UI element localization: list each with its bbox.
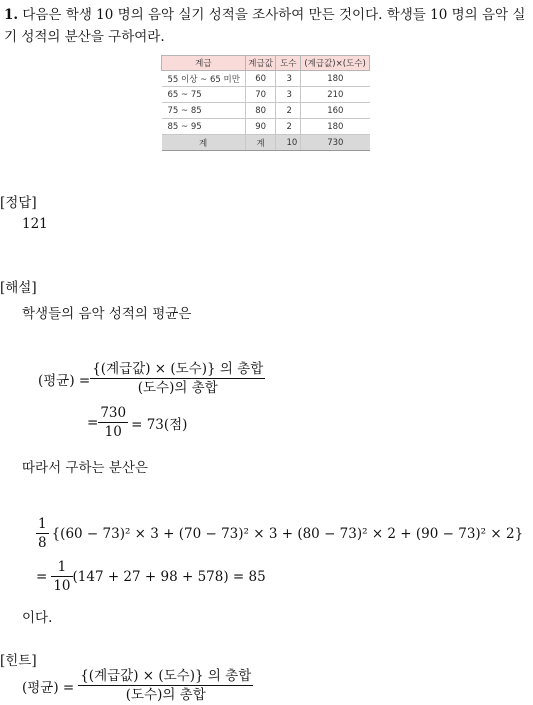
mean-eq-prefix: =: [87, 414, 99, 431]
variance-coef-numerator: 1: [38, 516, 47, 532]
hint-lhs: (평균) =: [22, 679, 75, 696]
mean-value-denominator: 10: [104, 424, 122, 440]
mean-result: [87, 404, 187, 441]
table-row: [162, 119, 370, 135]
table-header: (계급값)×(도수): [301, 56, 370, 71]
table-cell: 계: [162, 135, 246, 151]
explanation-intro: 학생들의 음악 성적의 평균은: [22, 306, 192, 322]
table-cell: 70: [245, 87, 276, 103]
table-cell: 55 이상 ~ 65 미만: [162, 71, 246, 87]
hint-numerator: {(계급값) × (도수)} 의 총합: [80, 668, 252, 684]
variance-intro: 따라서 구하는 분산은: [22, 460, 148, 476]
variance-result: [36, 558, 266, 595]
problem-number: 1.: [4, 7, 19, 23]
table-cell: 계: [245, 135, 276, 151]
variance-eq-prefix: =: [36, 568, 48, 585]
table-cell: 730: [301, 135, 370, 151]
table-cell: 160: [301, 103, 370, 119]
mean-formula: [38, 360, 265, 397]
variance-result-expression: (147 + 27 + 98 + 578) = 85: [72, 568, 266, 585]
table-cell: 90: [245, 119, 276, 135]
table-cell: 60: [245, 71, 276, 87]
mean-value-fraction: [98, 404, 128, 441]
mean-denominator: (도수)의 총합: [137, 380, 218, 396]
table-cell: 3: [276, 87, 301, 103]
hint-denominator: (도수)의 총합: [125, 687, 206, 703]
table-row: [162, 103, 370, 119]
answer-value: 121: [22, 216, 48, 232]
table-total-row: [162, 135, 370, 151]
table-cell: 3: [276, 71, 301, 87]
table-cell: 80: [245, 103, 276, 119]
table-cell: 210: [301, 87, 370, 103]
explanation-closing: 이다.: [22, 610, 53, 626]
hint-fraction: [78, 667, 253, 704]
variance-result-numerator: 1: [51, 558, 72, 577]
variance-formula: [36, 515, 523, 552]
hint-label: [힌트]: [0, 653, 37, 669]
table-cell: 2: [276, 103, 301, 119]
table-row: [162, 87, 370, 103]
table-row: [162, 71, 370, 87]
hint-formula: [22, 667, 253, 704]
table-cell: 10: [276, 135, 301, 151]
problem-text: 다음은 학생 10 명의 음악 실기 성적을 조사하여 만든 것이다. 학생들 10 명의 음악 실기 성적의 분산을 구하여라.: [4, 7, 526, 45]
mean-numerator: {(계급값) × (도수)} 의 총합: [92, 361, 264, 377]
table-cell: 65 ~ 75: [162, 87, 246, 103]
variance-expression: {(60 − 73)² × 3 + (70 − 73)² × 3 + (80 − 73)² × 2 + (90 − 73)² × 2}: [51, 525, 524, 542]
table-cell: 85 ~ 95: [162, 119, 246, 135]
mean-value-result: = 73(점): [131, 416, 188, 433]
table-header: 도수: [276, 56, 301, 71]
explanation-label: [해설]: [0, 280, 37, 296]
table-header: 계급값: [245, 56, 276, 71]
variance-coefficient: [36, 515, 49, 552]
table-cell: 180: [301, 119, 370, 135]
problem-statement: [4, 4, 529, 48]
table-header-row: [162, 56, 370, 71]
variance-result-denominator: 10: [53, 578, 71, 594]
mean-fraction: [90, 360, 265, 397]
mean-lhs: (평균) =: [38, 372, 91, 389]
mean-value-numerator: 730: [100, 405, 127, 421]
table-cell: 2: [276, 119, 301, 135]
variance-coef-denominator: 8: [38, 535, 47, 551]
table-cell: 180: [301, 71, 370, 87]
table-cell: 75 ~ 85: [162, 103, 246, 119]
frequency-table: [161, 55, 370, 151]
variance-result-fraction: [51, 558, 72, 595]
table-header: 계급: [162, 56, 246, 71]
answer-label: [정답]: [0, 195, 37, 211]
